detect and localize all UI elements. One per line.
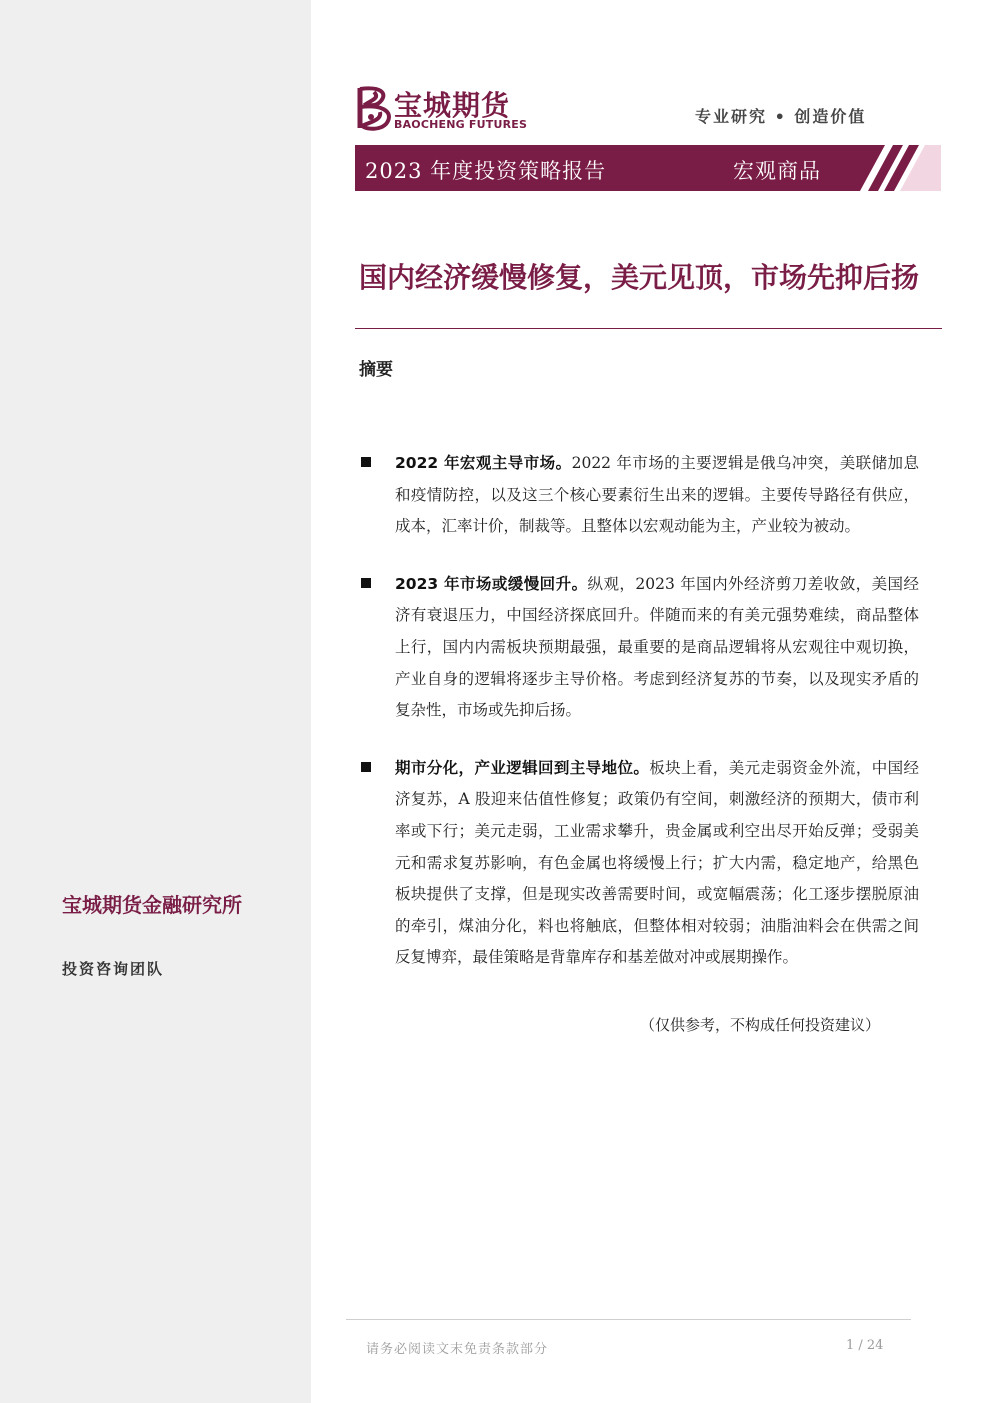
slogan: 专业研究 • 创造价值 (695, 107, 867, 126)
company-logo (356, 84, 526, 134)
summary-heading: 摘要 (359, 360, 393, 380)
bullet-paragraph (395, 569, 919, 727)
list-item (359, 569, 919, 727)
page-number: 1 / 24 (846, 1338, 884, 1353)
bullet-paragraph (395, 448, 919, 543)
disclaimer-note: （仅供参考，不构成任何投资建议） (640, 1016, 881, 1034)
summary-list (359, 448, 919, 1000)
square-bullet-icon (361, 762, 371, 772)
bullet-heading: 2022 年宏观主导市场。 (395, 454, 572, 472)
bullet-body: 板块上看，美元走弱资金外流，中国经济复苏，A 股迎来估值性修复；政策仍有空间，刺激经济的预期大，债市利率或下行；美元走弱，工业需求攀升，贵金属或利空出尽开始反弹；受弱美元和需求复苏影响，有色金属也将缓慢上行；扩大内需，稳定地产，给黑色板块提供了支撑，但是现实改善需要时间，或宽幅震荡；化工逐步摆脱原油的牵引，煤油分化，料也将触底，但整体相对较弱；油脂油料会在供需之间反复博弈，最佳策略是背靠库存和基差做对冲或展期操作。 (395, 758, 919, 967)
square-bullet-icon (361, 457, 371, 467)
report-category: 宏观商品 (733, 159, 821, 183)
logo-chinese-name: 宝城期货 (394, 89, 511, 122)
title-divider (355, 328, 942, 329)
bullet-heading: 期市分化，产业逻辑回到主导地位。 (395, 758, 650, 777)
report-banner (355, 145, 941, 191)
team-name: 投资咨询团队 (62, 960, 165, 978)
logo-b-icon (356, 84, 396, 132)
bullet-heading: 2023 年市场或缓慢回升。 (395, 574, 588, 593)
bullet-paragraph (395, 753, 919, 974)
list-item (359, 753, 919, 974)
page-title: 国内经济缓慢修复，美元见顶，市场先抑后扬 (359, 261, 920, 294)
footer-divider (346, 1319, 911, 1320)
logo-english-name: BAOCHENG FUTURES (394, 118, 528, 131)
square-bullet-icon (361, 578, 371, 588)
report-title: 2023 年度投资策略报告 (365, 159, 607, 183)
research-institute-name: 宝城期货金融研究所 (62, 893, 242, 917)
list-item (359, 448, 919, 543)
bullet-body: 纵观，2023 年国内外经济剪刀差收敛，美国经济有衰退压力，中国经济探底回升。伴随而来的有美元强势难续，商品整体上行，国内内需板块预期最强，最重要的是商品逻辑将从宏观往中观切换，产业自身的逻辑将逐步主导价格。考虑到经济复苏的节奏，以及现实矛盾的复杂性，市场或先抑后扬。 (395, 574, 919, 720)
bullet-body: 2022 年市场的主要逻辑是俄乌冲突，美联储加息和疫情防控，以及这三个核心要素衍生出来的逻辑。主要传导路径有供应，成本，汇率计价，制裁等。且整体以宏观动能为主，产业较为被动。 (395, 454, 920, 536)
sidebar (0, 0, 311, 1403)
footer-disclaimer: 请务必阅读文末免责条款部分 (366, 1342, 549, 1357)
